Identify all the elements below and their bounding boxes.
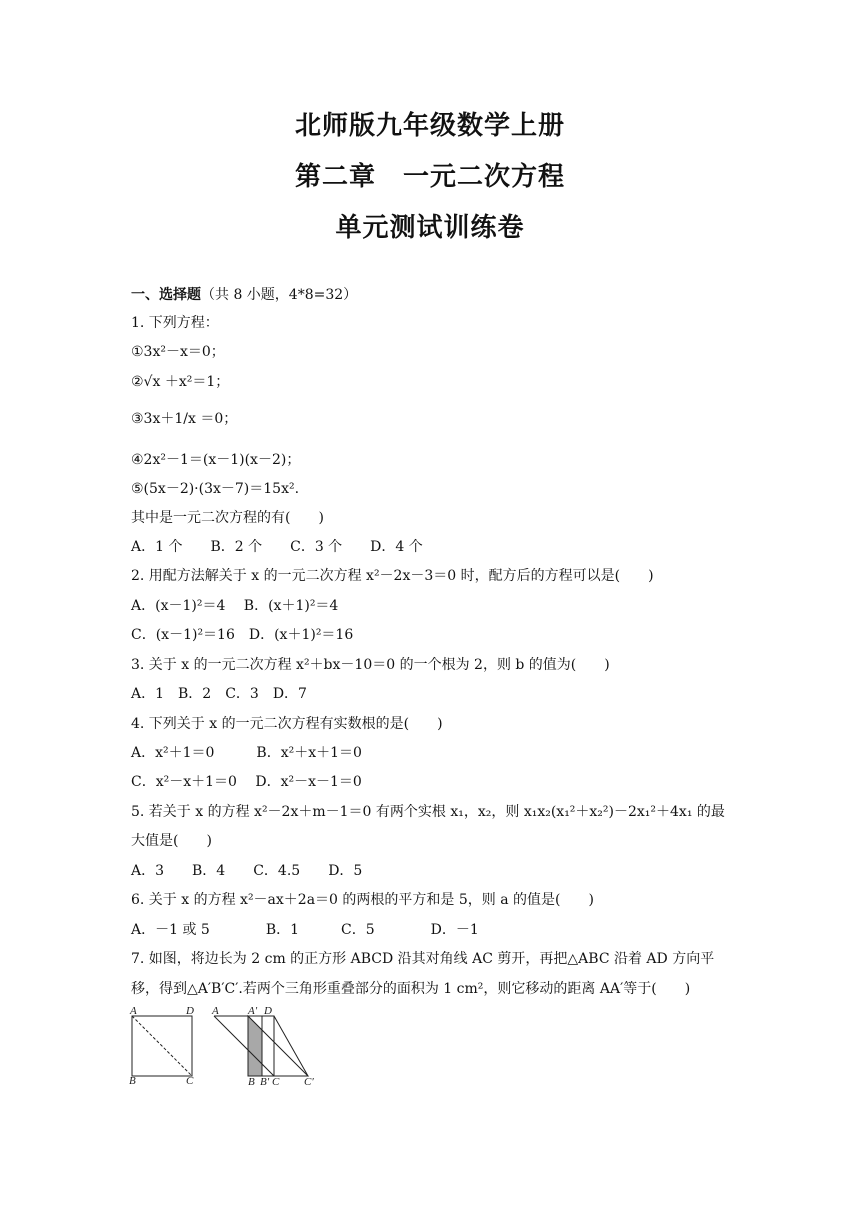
label-b: B xyxy=(248,1076,255,1086)
question-line: ②√x ＋x²＝1； xyxy=(131,374,230,390)
test-title: 单元测试训练卷 xyxy=(335,213,525,243)
answer-options: A．1 B．2 C．3 D．7 xyxy=(131,686,307,702)
answer-options: A．x²＋1＝0 B．x²＋x＋1＝0 xyxy=(131,745,362,761)
question-line: 7. 如图，将边长为 2 cm 的正方形 ABCD 沿其对角线 AC 剪开，再把△ABC 沿着 AD 方向平 xyxy=(131,951,715,967)
answer-options: A．1 个 B．2 个 C．3 个 D．4 个 xyxy=(131,539,423,555)
question-line: 6. 关于 x 的方程 x²－ax＋2a＝0 的两根的平方和是 5，则 a 的值是( ) xyxy=(131,892,594,908)
square-figure xyxy=(126,1006,206,1086)
label-c: C xyxy=(186,1075,194,1086)
question-line: 1. 下列方程： xyxy=(131,315,219,331)
overlap-region xyxy=(248,1016,262,1076)
answer-options: A．(x－1)²＝4 B．(x＋1)²＝4 xyxy=(131,598,339,614)
answer-options: C．x²－x＋1＝0 D．x²－x－1＝0 xyxy=(131,774,362,790)
answer-options: C．(x－1)²＝16 D．(x＋1)²＝16 xyxy=(131,627,354,643)
label-d: D xyxy=(264,1006,272,1017)
section-heading xyxy=(131,286,357,304)
question-line: 4. 下列关于 x 的一元二次方程有实数根的是( ) xyxy=(131,716,443,732)
question-line: 大值是( ) xyxy=(131,833,212,849)
question-line: ③3x＋1/x ＝0； xyxy=(131,411,238,427)
question-line: ⑤(5x－2)·(3x－7)＝15x². xyxy=(131,481,300,497)
label-a-prime: A′ xyxy=(248,1006,258,1017)
question-line: 其中是一元二次方程的有( ) xyxy=(131,510,324,526)
label-b: B xyxy=(129,1075,136,1086)
answer-options: A．3 B．4 C．4.5 D．5 xyxy=(131,863,363,879)
label-c-prime: C′ xyxy=(304,1076,314,1086)
label-b-prime: B′ xyxy=(260,1076,270,1086)
label-a: A xyxy=(130,1006,137,1017)
question-line: ④2x²－1＝(x－1)(x－2)； xyxy=(131,452,301,468)
question-line: 2. 用配方法解关于 x 的一元二次方程 x²－2x－3＝0 时，配方后的方程可以是( ) xyxy=(131,568,654,584)
section-label: 一、选择题 xyxy=(131,287,201,303)
label-d: D xyxy=(186,1006,194,1017)
question-line: 3. 关于 x 的一元二次方程 x²＋bx－10＝0 的一个根为 2，则 b 的值为( ) xyxy=(131,657,610,673)
section-note: （共 8 小题，4*8=32） xyxy=(201,287,358,303)
question-line: 移，得到△A′B′C′.若两个三角形重叠部分的面积为 1 cm²，则它移动的距离 AA′等于( ) xyxy=(131,981,691,997)
diagonal-ac xyxy=(132,1016,192,1076)
doc-title: 北师版九年级数学上册 xyxy=(294,111,565,141)
label-c: C xyxy=(272,1076,280,1086)
question-line: ①3x²－x＝0； xyxy=(131,344,225,360)
translation-figure xyxy=(210,1006,320,1086)
label-a: A xyxy=(212,1006,219,1017)
question-line: 5. 若关于 x 的方程 x²－2x＋m－1＝0 有两个实根 x₁，x₂，则 x₁x₂(x₁²＋x₂²)－2x₁²＋4x₁ 的最 xyxy=(131,804,725,820)
diagonal-ac xyxy=(214,1016,274,1076)
answer-options: A．－1 或 5 B．1 C．5 D．－1 xyxy=(131,922,479,938)
chapter-title: 第二章 一元二次方程 xyxy=(294,162,565,192)
